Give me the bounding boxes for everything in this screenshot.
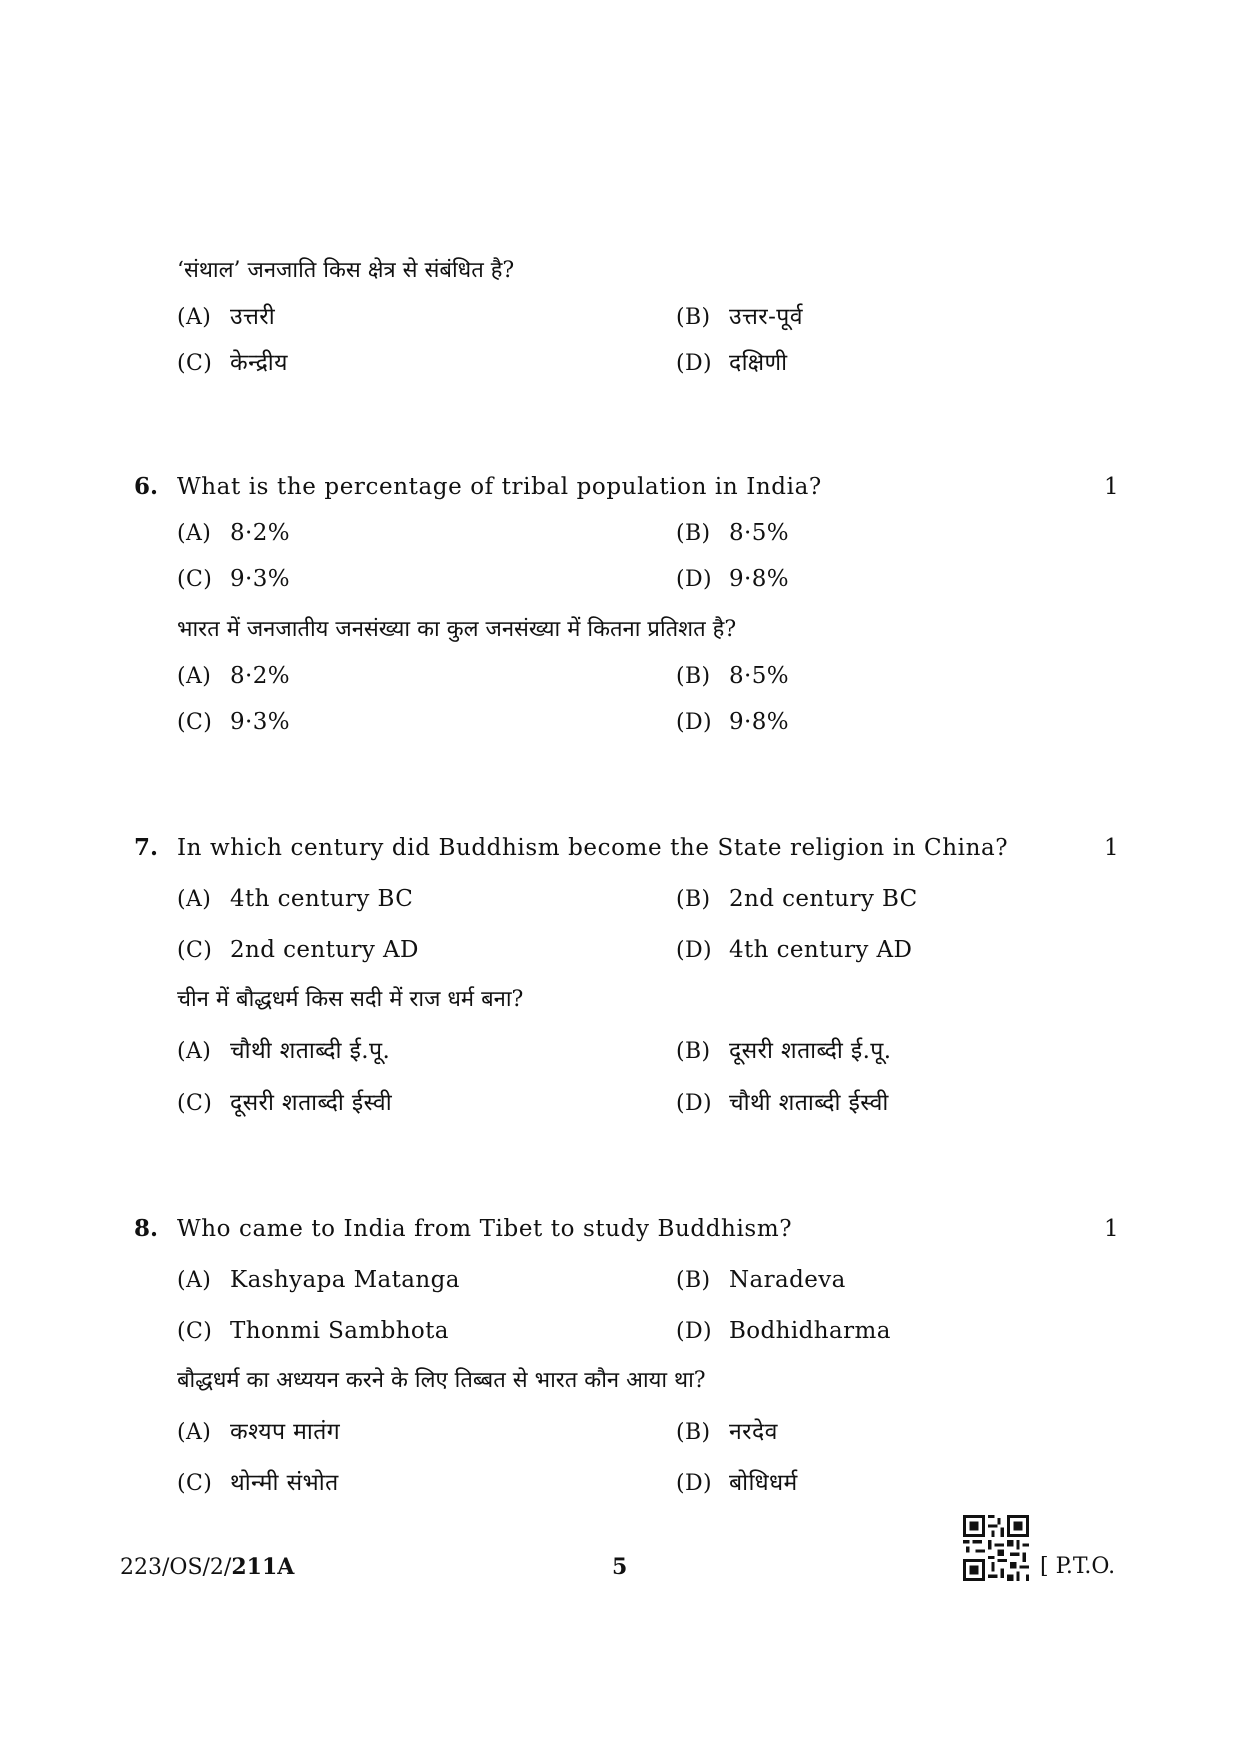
question-marks: 1 xyxy=(1104,835,1119,861)
question-text-en: Who came to India from Tibet to study Buddhism? xyxy=(177,1216,793,1242)
question-text-hi: भारत में जनजातीय जनसंख्या का कुल जनसंख्या में कितना प्रतिशत है? xyxy=(177,617,737,642)
option-d-hi: (D) 9·8% xyxy=(676,709,790,735)
question-marks: 1 xyxy=(1104,474,1119,500)
option-c-hi: (C) थोन्मी संभोत xyxy=(177,1470,339,1496)
option-c-en: (C) 9·3% xyxy=(177,566,291,592)
qr-code-icon xyxy=(963,1515,1029,1581)
question-text-hi: ‘संथाल’ जनजाति किस क्षेत्र से संबंधित है? xyxy=(177,258,515,283)
option-d-hi: (D) चौथी शताब्दी ईस्वी xyxy=(676,1090,889,1116)
option-c-en: (C) Thonmi Sambhota xyxy=(177,1318,449,1344)
question-text-en: What is the percentage of tribal population in India? xyxy=(177,474,822,500)
option-a-en: (A) Kashyapa Matanga xyxy=(177,1267,460,1293)
question-number: 7. xyxy=(134,834,159,861)
option-b-hi: (B) उत्तर-पूर्व xyxy=(676,304,803,330)
question-number: 8. xyxy=(134,1215,159,1242)
option-b-en: (B) 2nd century BC xyxy=(676,886,918,912)
question-text-hi: बौद्धधर्म का अध्ययन करने के लिए तिब्बत से भारत कौन आया था? xyxy=(177,1368,706,1393)
question-marks: 1 xyxy=(1104,1216,1119,1242)
option-b-hi: (B) 8·5% xyxy=(676,663,790,689)
option-d-hi: (D) बोधिधर्म xyxy=(676,1470,798,1496)
option-a-hi: (A) कश्यप मातंग xyxy=(177,1419,341,1445)
option-d-hi: (D) दक्षिणी xyxy=(676,350,788,376)
paper-code: 223/OS/2/211A xyxy=(120,1554,295,1580)
option-b-hi: (B) नरदेव xyxy=(676,1419,778,1445)
option-d-en: (D) 9·8% xyxy=(676,566,790,592)
option-a-en: (A) 4th century BC xyxy=(177,886,414,912)
option-b-hi: (B) दूसरी शताब्दी ई.पू. xyxy=(676,1038,892,1064)
option-c-hi: (C) केन्द्रीय xyxy=(177,350,288,376)
option-c-hi: (C) दूसरी शताब्दी ईस्वी xyxy=(177,1090,393,1116)
option-d-en: (D) Bodhidharma xyxy=(676,1318,891,1344)
question-text-en: In which century did Buddhism become the State religion in China? xyxy=(177,835,1009,861)
pto-label: [ P.T.O. xyxy=(1040,1554,1116,1579)
option-b-en: (B) 8·5% xyxy=(676,520,790,546)
question-text-hi: चीन में बौद्धधर्म किस सदी में राज धर्म बना? xyxy=(177,987,524,1012)
page-number: 5 xyxy=(612,1554,628,1580)
option-a-en: (A) 8·2% xyxy=(177,520,291,546)
option-a-hi: (A) उत्तरी xyxy=(177,304,276,330)
option-a-hi: (A) चौथी शताब्दी ई.पू. xyxy=(177,1038,391,1064)
option-c-en: (C) 2nd century AD xyxy=(177,937,419,963)
option-d-en: (D) 4th century AD xyxy=(676,937,913,963)
option-b-en: (B) Naradeva xyxy=(676,1267,846,1293)
option-c-hi: (C) 9·3% xyxy=(177,709,291,735)
question-number: 6. xyxy=(134,473,159,500)
option-a-hi: (A) 8·2% xyxy=(177,663,291,689)
